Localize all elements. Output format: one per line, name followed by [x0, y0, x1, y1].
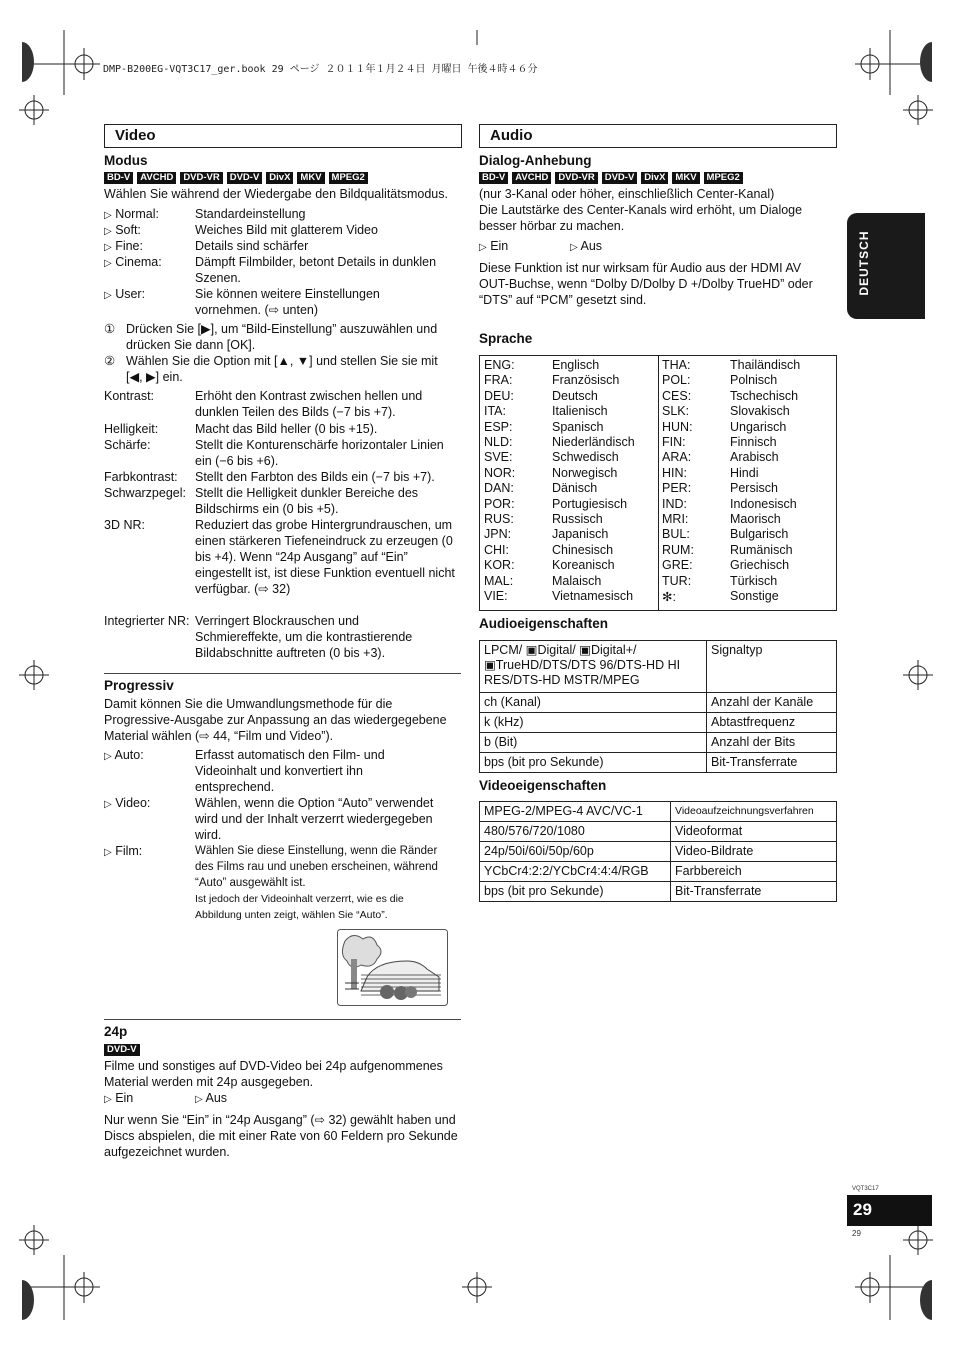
language-code: GRE:: [662, 558, 693, 573]
triangle-bullet-icon: ▷: [104, 799, 112, 810]
table-cell: 24p/50i/60i/50p/60p: [480, 842, 671, 862]
language-name: Bulgarisch: [730, 527, 789, 542]
table-cell: Videoaufzeichnungsverfahren: [671, 802, 837, 822]
language-code: ESP:: [484, 419, 513, 434]
language-code: SLK:: [662, 404, 690, 419]
language-name: Sonstige: [730, 589, 779, 603]
table-row: [480, 641, 837, 693]
picture-setting: Schwarzpegel: Stellt die Helligkeit dunkler Bereiche des Bildschirms ein (0 bis +5).: [104, 486, 419, 516]
language-code-table: [479, 355, 837, 611]
language-code: ITA:: [484, 404, 506, 419]
language-code: CES:: [662, 388, 692, 403]
audio-properties-table: [479, 640, 837, 773]
language-code: MRI:: [662, 512, 689, 526]
language-name: Chinesisch: [552, 542, 614, 557]
language-name: Deutsch: [552, 388, 598, 403]
table-row: [480, 753, 837, 773]
table-cell: LPCM/ ▣Digital/ ▣Digital+/ ▣TrueHD/DTS/DTS 96/DTS-HD HI RES/DTS-HD MSTR/MPEG: [480, 641, 707, 693]
p24-heading: 24p: [104, 1024, 128, 1039]
modus-intro: Wählen Sie während der Wiedergabe den Bildqualitätsmodus.: [104, 187, 448, 201]
table-cell: bps (bit pro Sekunde): [480, 882, 671, 902]
language-name: Russisch: [552, 512, 603, 526]
language-name: Slovakisch: [730, 404, 790, 419]
triangle-bullet-icon: ▷: [104, 242, 112, 253]
language-name: Portugiesisch: [552, 496, 628, 511]
modus-option: ▷ Normal: Standardeinstellung: [104, 207, 306, 221]
language-code: HUN:: [662, 419, 693, 434]
table-row: [480, 842, 837, 862]
modus-option: ▷ Soft: Weiches Bild mit glatterem Video: [104, 223, 378, 237]
divider: [104, 1019, 461, 1020]
language-name: Französisch: [552, 373, 620, 388]
audio-section-title: Audio: [479, 124, 837, 148]
language-code: DAN:: [484, 481, 514, 496]
dialog-note-1: (nur 3-Kanal oder höher, einschließlich Center-Kanal): [479, 187, 775, 201]
language-code: FRA:: [484, 373, 513, 388]
progressiv-option: ▷ Auto: Erfasst automatisch den Film- und Videoinhalt und konvertiert ihn entsprechend.: [104, 748, 385, 794]
language-name: Englisch: [552, 358, 600, 372]
language-name: Norwegisch: [552, 465, 618, 480]
language-code: RUS:: [484, 512, 514, 526]
language-code: MAL:: [484, 573, 514, 588]
disc-badge: MKV: [297, 172, 324, 184]
triangle-bullet-icon: ▷: [104, 847, 112, 858]
language-code: NOR:: [484, 465, 516, 480]
disc-badge: DVD-V: [227, 172, 263, 184]
picture-setting: 3D NR: Reduziert das grobe Hintergrundrauschen, um einen stärkeren Tiefeneindruck zu erzeugen (0 bis +4). Wenn “24p Ausgang” auf “Ein” eingestellt ist, ist diese Funktion eventuell nicht verfügbar. (⇨ 32): [104, 518, 455, 596]
progressiv-option: ▷ Video: Wählen, wenn die Option “Auto” verwendet wird und der Inhalt verzerrt wiedergegeben wird.: [104, 796, 434, 842]
disc-badge: DivX: [641, 172, 668, 184]
table-cell: Signaltyp: [707, 641, 837, 693]
language-code: RUM:: [662, 542, 694, 557]
language-name: Griechisch: [730, 558, 790, 573]
table-cell: 480/576/720/1080: [480, 822, 671, 842]
dialog-heading: Dialog-Anhebung: [479, 153, 592, 168]
table-cell: ch (Kanal): [480, 693, 707, 713]
language-name: Dänisch: [552, 481, 598, 496]
language-code: THA:: [662, 358, 691, 372]
table-cell: Video-Bildrate: [671, 842, 837, 862]
progressiv-option: ▷ Film: Wählen Sie diese Einstellung, wenn die Ränder des Films rau und uneben erscheinen, während “Auto” ausgewählt ist.: [104, 844, 438, 889]
modus-heading: Modus: [104, 153, 148, 168]
language-name: Koreanisch: [552, 558, 615, 573]
language-code: VIE:: [484, 589, 508, 603]
language-name: Persisch: [730, 481, 778, 496]
table-row: [480, 882, 837, 902]
sprache-heading: Sprache: [479, 331, 533, 346]
triangle-bullet-icon: ▷: [104, 210, 112, 221]
language-name: Schwedisch: [552, 450, 619, 465]
language-name: Niederländisch: [552, 435, 635, 449]
table-row: [480, 733, 837, 753]
language-code: NLD:: [484, 435, 513, 449]
picture-setting: Helligkeit: Macht das Bild heller (0 bis +15).: [104, 422, 378, 436]
triangle-bullet-icon: ▷: [104, 226, 112, 237]
modus-step: ① Drücken Sie [▶], um “Bild-Einstellung” auszuwählen und drücken Sie dann [OK].: [104, 322, 438, 352]
language-code: CHI:: [484, 542, 509, 557]
triangle-bullet-icon: ▷: [104, 1094, 112, 1105]
picture-setting: Integrierter NR: Verringert Blockrauschen und Schmiereffekte, um die kontrastierende Bildabschnitte auftreten (0 bis +3).: [104, 614, 413, 660]
p24-note: Nur wenn Sie “Ein” in “24p Ausgang” (⇨ 32) gewählt haben und Discs abspielen, die mit einer Rate von 60 Feldern pro Sekunde aufgezeichnet wurden.: [104, 1113, 458, 1159]
picture-setting: Schärfe: Stellt die Konturenschärfe horizontaler Linien ein (−6 bis +6).: [104, 438, 444, 468]
language-code: BUL:: [662, 527, 690, 542]
language-code: PER:: [662, 481, 692, 496]
modus-option: ▷ Fine: Details sind schärfer: [104, 239, 309, 253]
language-code: SVE:: [484, 450, 513, 465]
modus-disc-badges: [104, 172, 368, 184]
triangle-bullet-icon: ▷: [479, 242, 487, 253]
table-row: [480, 713, 837, 733]
language-tab-label: DEUTSCH: [857, 230, 871, 296]
table-cell: Abtastfrequenz: [707, 713, 837, 733]
disc-badge: AVCHD: [512, 172, 551, 184]
language-name: Finnisch: [730, 435, 777, 449]
language-code: ENG:: [484, 358, 515, 372]
table-divider: [658, 356, 659, 610]
language-name: Ungarisch: [730, 419, 787, 434]
language-name: Maorisch: [730, 512, 781, 526]
disc-badge: MKV: [672, 172, 699, 184]
triangle-bullet-icon: ▷: [104, 258, 112, 269]
table-row: [480, 693, 837, 713]
triangle-bullet-icon: ▷: [104, 290, 112, 301]
language-name: Indonesisch: [730, 496, 797, 511]
dialog-disc-badges: [479, 172, 743, 184]
dialog-note-2: Die Lautstärke des Center-Kanals wird erhöht, um Dialoge besser hörbar zu machen.: [479, 203, 803, 233]
table-cell: YCbCr4:2:2/YCbCr4:4:4/RGB: [480, 862, 671, 882]
videoeig-heading: Videoeigenschaften: [479, 778, 607, 793]
page-number-small: 29: [852, 1229, 861, 1238]
table-cell: Anzahl der Bits: [707, 733, 837, 753]
progressiv-heading: Progressiv: [104, 678, 174, 693]
language-name: Malaisch: [552, 573, 602, 588]
triangle-bullet-icon: ▷: [570, 242, 578, 253]
language-code: ✻:: [662, 590, 676, 604]
disc-badge: DVD-V: [602, 172, 638, 184]
progressiv-intro: Damit können Sie die Umwandlungsmethode für die Progressive-Ausgabe zur Anpassung an das wiedergegebene Material wählen (⇨ 44, “Film und Video”).: [104, 697, 447, 743]
document-code: VQT3C17: [852, 1186, 879, 1192]
video-section-title: Video: [104, 124, 462, 148]
disc-badge: BD-V: [479, 172, 508, 184]
table-cell: Videoformat: [671, 822, 837, 842]
disc-badge: DVD-VR: [555, 172, 597, 184]
language-name: Japanisch: [552, 527, 609, 542]
language-code: KOR:: [484, 558, 515, 573]
language-code: IND:: [662, 496, 687, 511]
language-name: Hindi: [730, 465, 759, 480]
language-code: HIN:: [662, 465, 687, 480]
disc-badge: DVD-V: [104, 1044, 140, 1056]
language-name: Türkisch: [730, 573, 778, 588]
modus-step: ② Wählen Sie die Option mit [▲, ▼] und stellen Sie sie mit [◀, ▶] ein.: [104, 354, 438, 384]
distorted-video-illustration: [337, 929, 449, 1007]
dialog-options: ▷ Ein ▷ Aus: [479, 239, 603, 253]
picture-setting: Farbkontrast: Stellt den Farbton des Bilds ein (−7 bis +7).: [104, 470, 435, 484]
table-cell: b (Bit): [480, 733, 707, 753]
language-code: POR:: [484, 496, 515, 511]
table-row: [480, 802, 837, 822]
language-code: DEU:: [484, 388, 514, 403]
table-cell: Farbbereich: [671, 862, 837, 882]
p24-intro: Filme und sonstiges auf DVD-Video bei 24p aufgenommenes Material werden mit 24p ausgegeben.: [104, 1059, 443, 1089]
language-name: Vietnamesisch: [552, 589, 634, 603]
language-name: Italienisch: [552, 404, 608, 419]
table-row: [480, 822, 837, 842]
modus-option: ▷ User: Sie können weitere Einstellungen vornehmen. (⇨ unten): [104, 287, 380, 317]
disc-badge: BD-V: [104, 172, 133, 184]
language-name: Rumänisch: [730, 542, 793, 557]
divider: [104, 673, 461, 674]
table-cell: Bit-Transferrate: [707, 753, 837, 773]
audioeig-heading: Audioeigenschaften: [479, 616, 609, 631]
video-properties-table: [479, 801, 837, 902]
language-name: Spanisch: [552, 419, 604, 434]
language-name: Tschechisch: [730, 388, 799, 403]
language-code: TUR:: [662, 573, 692, 588]
picture-setting: Kontrast: Erhöht den Kontrast zwischen hellen und dunklen Teilen des Bilds (−7 bis +7).: [104, 389, 423, 419]
language-code: JPN:: [484, 527, 512, 542]
disc-badge: AVCHD: [137, 172, 176, 184]
print-header: DMP-B200EG-VQT3C17_ger.book 29 ページ ２０１１年１月２４日 月曜日 午後４時４６分: [103, 64, 538, 75]
table-cell: Bit-Transferrate: [671, 882, 837, 902]
table-cell: k (kHz): [480, 713, 707, 733]
triangle-bullet-icon: ▷: [104, 751, 112, 762]
language-code: ARA:: [662, 450, 692, 465]
language-code: POL:: [662, 373, 691, 388]
language-code: FIN:: [662, 435, 686, 449]
table-cell: Anzahl der Kanäle: [707, 693, 837, 713]
page-number: 29: [847, 1195, 932, 1226]
disc-badge: DivX: [266, 172, 293, 184]
table-cell: bps (bit pro Sekunde): [480, 753, 707, 773]
table-cell: MPEG-2/MPEG-4 AVC/VC-1: [480, 802, 671, 822]
film-note: Ist jedoch der Videoinhalt verzerrt, wie es die Abbildung unten zeigt, wählen Sie “Auto”.: [195, 893, 404, 921]
disc-badge: DVD-VR: [180, 172, 222, 184]
language-name: Polnisch: [730, 373, 778, 388]
disc-badge: MPEG2: [704, 172, 743, 184]
disc-badge: MPEG2: [329, 172, 368, 184]
triangle-bullet-icon: ▷: [195, 1094, 203, 1105]
modus-option: ▷ Cinema: Dämpft Filmbilder, betont Details in dunklen Szenen.: [104, 255, 437, 285]
table-row: [480, 862, 837, 882]
p24-options: ▷ Ein ▷ Aus: [104, 1091, 228, 1105]
language-name: Arabisch: [730, 450, 779, 465]
dialog-note-3: Diese Funktion ist nur wirksam für Audio aus der HDMI AV OUT-Buchse, wenn “Dolby D/Dolby D +/Dolby TrueHD” oder “DTS” auf “PCM” gesetzt sind.: [479, 261, 813, 307]
language-name: Thailändisch: [730, 358, 801, 372]
p24-disc-badges: [104, 1044, 140, 1056]
